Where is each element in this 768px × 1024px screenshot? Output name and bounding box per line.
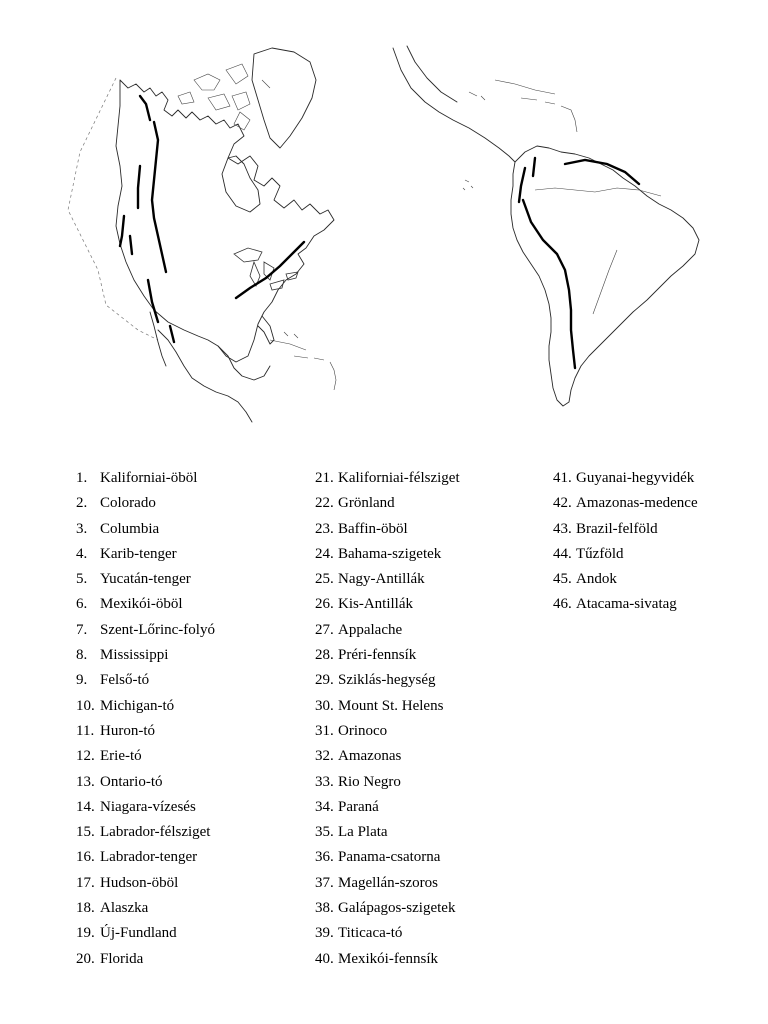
item-label: Amazonas-medence (576, 495, 698, 512)
list-item (315, 898, 460, 923)
coast-range-line (120, 216, 124, 246)
list-item (76, 670, 215, 695)
sierra-madre-line-2 (170, 326, 174, 342)
item-number: 5. (76, 571, 88, 588)
item-label: Felső-tó (100, 672, 150, 689)
item-label: Karib-tenger (100, 545, 177, 562)
list-item (76, 898, 215, 923)
item-number: 25. (315, 571, 334, 588)
item-number: 41. (553, 470, 572, 486)
list-column-3 (553, 468, 698, 620)
item-number: 32. (315, 748, 334, 765)
item-number: 11. (76, 722, 95, 739)
item-number: 13. (76, 773, 95, 790)
list-item (76, 847, 215, 872)
great-lakes-outline (234, 248, 298, 290)
item-label: Orinoco (338, 722, 388, 739)
item-number: 21. (315, 470, 334, 486)
parana-river-line (593, 250, 617, 314)
list-item (315, 949, 460, 974)
item-label: Colorado (100, 495, 156, 512)
item-label: Préri-fennsík (338, 647, 417, 664)
item-label: Ontario-tó (100, 773, 163, 790)
list-item (76, 493, 215, 518)
list-item (315, 721, 460, 746)
list-item (315, 569, 460, 594)
item-number: 39. (315, 925, 334, 942)
item-label: Yucatán-tenger (100, 571, 191, 588)
item-label: Sziklás-hegység (338, 672, 436, 689)
caribbean-islands-sa (469, 80, 577, 132)
item-label: Michigan-tó (100, 697, 175, 714)
item-number: 12. (76, 748, 95, 765)
item-label: Mexikói-öböl (100, 596, 183, 613)
list-item (315, 797, 460, 822)
item-label: Kaliforniai-öböl (100, 470, 198, 486)
item-number: 31. (315, 722, 334, 739)
list-item (76, 873, 215, 898)
list-item (76, 949, 215, 974)
item-number: 10. (76, 697, 95, 714)
item-label: Hudson-öböl (100, 874, 179, 891)
item-label: Új-Fundland (100, 925, 177, 942)
galapagos-islands (463, 180, 473, 190)
list-item (76, 544, 215, 569)
item-label: Mexikói-fennsík (338, 950, 438, 967)
list-item (76, 468, 215, 493)
item-label: Baffin-öböl (338, 520, 408, 537)
list-column-1 (76, 468, 215, 974)
item-label: Galápagos-szigetek (338, 900, 456, 917)
item-label: Grönland (338, 495, 395, 512)
south-america-map (385, 40, 710, 415)
hudson-bay-outline (222, 156, 260, 212)
central-america-outline-sa (393, 46, 515, 162)
appalachian-line (236, 242, 304, 298)
item-label: Panama-csatorna (338, 849, 441, 866)
item-number: 44. (553, 545, 572, 562)
north-america-svg (58, 40, 360, 430)
list-item (76, 620, 215, 645)
list-item (315, 468, 460, 493)
list-item (76, 519, 215, 544)
item-label: Columbia (100, 520, 160, 537)
item-label: Appalache (338, 621, 403, 638)
item-label: Kaliforniai-félsziget (338, 470, 460, 486)
list-item (315, 772, 460, 797)
item-label: Labrador-félsziget (100, 824, 211, 841)
list-item (315, 519, 460, 544)
rocky-mountains-line-3 (138, 166, 140, 208)
list-item (315, 746, 460, 771)
rocky-mountains-line (140, 96, 150, 120)
item-label: Alaszka (100, 900, 149, 917)
item-number: 2. (76, 495, 88, 512)
item-number: 26. (315, 596, 334, 613)
alaska-dashed-boundary (68, 78, 158, 340)
item-label: Atacama-sivatag (576, 596, 677, 613)
item-number: 28. (315, 647, 334, 664)
item-label: Florida (100, 950, 144, 967)
item-number: 35. (315, 824, 334, 841)
item-number: 16. (76, 849, 95, 866)
item-label: Kis-Antillák (338, 596, 413, 613)
list-item (315, 670, 460, 695)
item-number: 40. (315, 950, 334, 967)
item-label: Andok (576, 571, 617, 588)
list-item (315, 847, 460, 872)
item-number: 43. (553, 520, 572, 537)
list-item (76, 822, 215, 847)
list-item (553, 594, 698, 619)
guiana-highlands-line (565, 160, 639, 184)
list-item (76, 923, 215, 948)
list-item (315, 822, 460, 847)
item-label: Titicaca-tó (338, 925, 403, 942)
item-number: 22. (315, 495, 334, 512)
list-item (315, 620, 460, 645)
item-number: 1. (76, 470, 88, 486)
andes-line-north (519, 168, 525, 202)
item-number: 7. (76, 621, 88, 638)
list-item (315, 594, 460, 619)
item-label: Mississippi (100, 647, 169, 664)
list-item (553, 519, 698, 544)
item-label: Mount St. Helens (338, 697, 444, 714)
list-item (315, 493, 460, 518)
item-number: 34. (315, 798, 334, 815)
item-label: Erie-tó (100, 748, 142, 765)
item-label: La Plata (338, 824, 388, 841)
item-number: 14. (76, 798, 95, 815)
greenland-outline (252, 48, 316, 148)
item-number: 37. (315, 874, 334, 891)
list-item (76, 797, 215, 822)
item-number: 33. (315, 773, 334, 790)
list-item (76, 569, 215, 594)
item-number: 23. (315, 520, 334, 537)
sierra-line (130, 236, 132, 254)
item-number: 6. (76, 596, 88, 613)
south-america-coastline (511, 146, 699, 406)
list-item (76, 696, 215, 721)
list-item (315, 923, 460, 948)
item-label: Rio Negro (338, 773, 401, 790)
list-item (76, 746, 215, 771)
list-item (553, 544, 698, 569)
item-number: 8. (76, 647, 88, 664)
rocky-mountains-line-2 (152, 122, 166, 272)
item-label: Paraná (338, 798, 379, 815)
item-number: 45. (553, 571, 572, 588)
item-number: 19. (76, 925, 95, 942)
caribbean-islands-outline (270, 332, 336, 390)
item-number: 29. (315, 672, 334, 689)
item-label: Tűzföld (576, 545, 624, 562)
item-label: Guyanai-hegyvidék (576, 470, 695, 486)
item-label: Bahama-szigetek (338, 545, 442, 562)
list-item (76, 594, 215, 619)
list-item (553, 569, 698, 594)
sierra-madre-line (148, 280, 158, 322)
south-america-svg (385, 40, 710, 415)
item-label: Amazonas (338, 748, 402, 765)
item-number: 18. (76, 900, 95, 917)
list-column-2 (315, 468, 460, 974)
item-number: 4. (76, 545, 88, 562)
list-item (315, 873, 460, 898)
item-number: 20. (76, 950, 95, 967)
item-label: Huron-tó (100, 722, 155, 739)
list-item (553, 493, 698, 518)
list-item (315, 544, 460, 569)
andes-line-north-2 (533, 158, 535, 176)
item-number: 38. (315, 900, 334, 917)
item-label: Niagara-vízesés (100, 798, 196, 815)
item-number: 17. (76, 874, 95, 891)
list-item (76, 645, 215, 670)
north-america-map (58, 40, 360, 430)
list-item (315, 645, 460, 670)
list-item (76, 721, 215, 746)
item-number: 42. (553, 495, 572, 512)
item-label: Magellán-szoros (338, 874, 438, 891)
item-label: Nagy-Antillák (338, 571, 425, 588)
north-america-coastline (116, 80, 334, 362)
item-number: 36. (315, 849, 334, 866)
item-label: Brazil-felföld (576, 520, 658, 537)
list-item (553, 468, 698, 493)
andes-line-main (523, 200, 575, 368)
item-number: 24. (315, 545, 334, 562)
item-label: Szent-Lőrinc-folyó (100, 621, 215, 638)
item-label: Labrador-tenger (100, 849, 198, 866)
item-number: 27. (315, 621, 334, 638)
list-item (315, 696, 460, 721)
item-number: 46. (553, 596, 572, 613)
item-number: 9. (76, 672, 88, 689)
item-number: 3. (76, 520, 88, 537)
list-item (76, 772, 215, 797)
item-number: 30. (315, 697, 334, 714)
item-number: 15. (76, 824, 95, 841)
